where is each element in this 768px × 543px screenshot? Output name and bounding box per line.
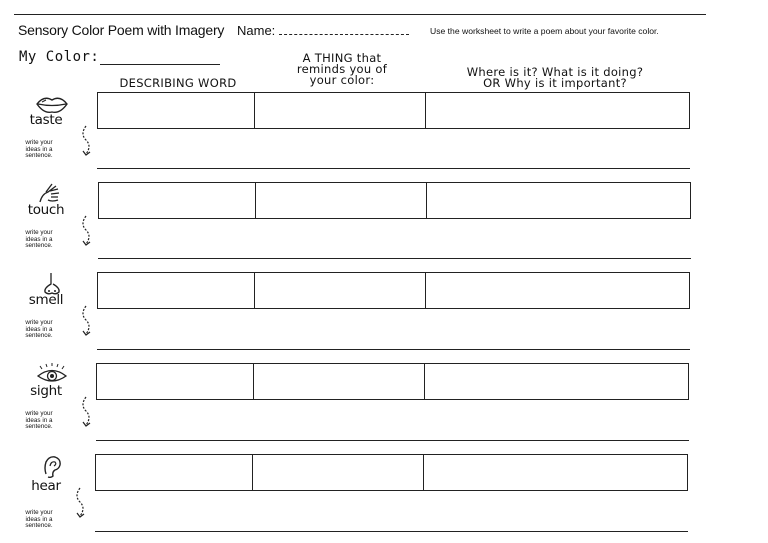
write-note-line: ideas in a [25,235,53,243]
sentence-line-taste[interactable] [97,168,690,169]
thing-cell[interactable] [254,364,424,399]
column-header-where-line: OR Why is it important? [483,76,627,90]
write-note-line: ideas in a [25,325,53,333]
my-color-input-line[interactable] [100,64,220,65]
sense-touch [18,182,98,262]
write-note-line: sentence. [25,522,53,530]
curved-arrow-icon [80,395,94,429]
my-color-label: My Color: [19,49,100,65]
name-input-line[interactable] [279,34,409,35]
write-note-line: ideas in a [25,515,53,523]
sentence-line-touch[interactable] [98,258,691,259]
sense-label-smell: smell [28,292,64,308]
curved-arrow-icon [74,486,88,520]
write-note-line: write your [25,319,53,326]
describing-word-cell[interactable] [99,183,255,218]
column-header-where [440,67,670,89]
write-note [14,140,64,160]
curved-arrow-icon [80,304,94,338]
sense-label-taste: taste [29,112,63,128]
column-header-describing-word: DESCRIBING WORD [119,76,237,90]
describing-word-cell[interactable] [98,273,254,308]
where-cell[interactable] [426,273,689,308]
sentence-line-hear[interactable] [95,531,688,532]
write-note-line: write your [25,139,53,146]
where-cell[interactable] [425,364,688,399]
column-header-thing [268,53,416,86]
where-cell[interactable] [426,93,689,128]
column-header-thing-line: your color: [309,73,375,87]
write-note-line: write your [25,410,53,417]
name-label: Name: [237,23,276,38]
sense-taste [18,92,98,172]
thing-cell[interactable] [255,273,425,308]
column-header-thing-line: A THING that [302,51,382,65]
write-note-line: write your [25,509,53,516]
sense-label-hear: hear [31,478,61,494]
thing-cell[interactable] [255,93,425,128]
write-note [14,320,64,340]
write-note-line: sentence. [25,242,53,250]
write-note-line: sentence. [25,423,53,431]
sentence-line-smell[interactable] [97,349,690,350]
sense-hear [18,454,98,539]
curved-arrow-icon [80,124,94,158]
write-note-line: ideas in a [25,145,53,153]
where-cell[interactable] [427,183,690,218]
write-note [14,230,64,250]
where-cell[interactable] [424,455,687,490]
instructions-text: Use the worksheet to write a poem about your favorite color. [430,26,659,36]
sense-label-touch: touch [27,202,65,218]
top-rule [14,14,706,15]
describing-word-cell[interactable] [96,455,252,490]
sense-label-sight: sight [30,383,62,399]
write-note [14,411,64,431]
sense-sight [18,363,98,443]
worksheet-title: Sensory Color Poem with Imagery [18,22,225,38]
thing-cell[interactable] [256,183,426,218]
write-note-line: sentence. [25,152,53,160]
ear-icon [32,454,72,478]
write-note-line: ideas in a [25,416,53,424]
column-header-where-line: Where is it? What is it doing? [466,65,644,79]
sentence-line-sight[interactable] [96,440,689,441]
thing-cell[interactable] [253,455,423,490]
column-header-thing-line: reminds you of [296,62,388,76]
curved-arrow-icon [80,214,94,248]
write-note [14,510,64,530]
sense-smell [18,272,98,352]
write-note-line: sentence. [25,332,53,340]
write-note-line: write your [25,229,53,236]
describing-word-cell[interactable] [98,93,254,128]
describing-word-cell[interactable] [97,364,253,399]
